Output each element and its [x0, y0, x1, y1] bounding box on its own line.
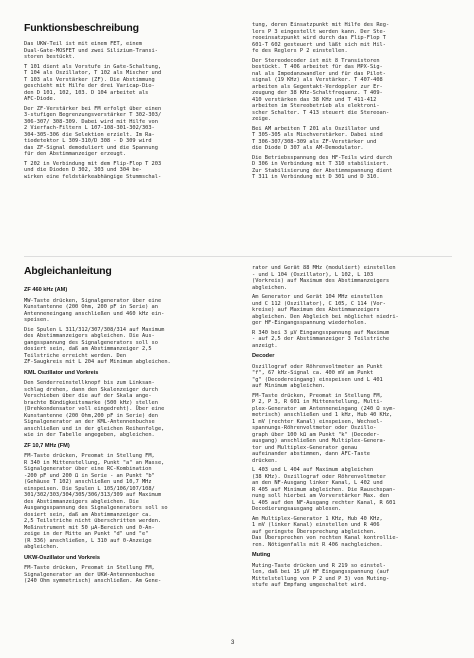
paragraph: FM-Taste drücken, Preomat in Stellung FM, R 340 in Mittenstellung, Punkt "a" an Masse, Signalgenerator über eine RC-Kombination -200 pF und 200 Ω in Serie - an Punkt "b" (Gehäuse T 102) anschließen und 10,7 MHz einspeisen. Die Spulen L 105/106/107/108/ 301/302/303/304/305/306/313/309 auf Maximum des Abstimmanzeigers abgleichen. Die Ausgangsspannung des Signalgenerators soll so dosiert sein, daß am Abstimmanzeiger ca. 2,5 Teilstriche nicht überschritten werden. Meßinstrument mit 50 µA-Bereich und 0-An- zeige in der Mitte an Punkt "d" und "e" (R 336) anschließen, L 310 auf 0-Anzeige abgleichen. [24, 453, 168, 550]
paragraph: rator und Gerät 88 MHz (moduliert) einstellen - und L 104 (Oszillator), L 102, L 103 (Vorkreis) auf Maximum des Abstimmanzeigers abgleichen. [252, 265, 396, 291]
subheading-if-10-7mhz: ZF 10,7 MHz (FM) [24, 442, 70, 449]
alignment-right-column [252, 265, 464, 592]
paragraph: MW-Taste drücken, Signalgenerator über eine Kunstantenne (200 Ohm, 200 pF in Serie) an Antenneneingang anschließen und 460 kHz ein- speisen. [24, 297, 165, 323]
functional-description-right-column [252, 22, 464, 184]
paragraph: tung, deren Einsatzpunkt mit Hilfe des Reg- lers P 3 eingestellt werden kann. Der Ste- reoeinsatzpunkt wird durch das Flip-Flop T 601-T 602 gesteuert und läßt sich mit Hil- fe des Reglers P 2 einstellen. [252, 22, 390, 54]
page-number: 3 [231, 640, 235, 646]
alignment-left-column [24, 283, 236, 588]
section-divider [24, 256, 452, 257]
subheading-muting: Muting [252, 552, 271, 558]
paragraph: Den Senderreinstellknopf bis zum Linksan- schlag drehen, dann den Skalenzeiger durch Verschieben über die auf der Skala ange- brachte Bündigkeitsmarke (500 kHz) stellen (Drehkondensator voll eingedreht). Über eine Kunstantenne (200 Ohm,200 pF in Serie) den Signalgenerator an der KML-Antennenbuchse anschließen und in der gleichen Reihenfolge, wie in der Tabelle angegeben, abgleichen. [24, 380, 165, 438]
paragraph: Die Betriebsspannung des HF-Teils wird durch D 306 in Verbindung mit T 310 stabilisiert. Zur Stabilisierung der Abstimmspannung dient T 311 in Verbindung mit D 301 und D 310. [252, 154, 393, 180]
paragraph: FM-Taste drücken, Preomat in Stellung FM, P 2, P 3, R 601 in Mittenstellung, Multi- plex-Generator am Antenneneingang (240 Ω sym- metrisch) anschließen und 1 kHz, Hub 40 KHz, 1 mV (rechter Kanal) einspeisen, Wechsel- spannungs-Röhrenvoltmeter oder Oszillo- graph über 100 kΩ am Punkt "k" (Decoder- ausgang) anschließen und Multiplex-Genera- tor und Multiplex-Generator genau aufeinander abstimmen, dann AFC-Taste drücken. [252, 392, 396, 464]
paragraph: Die Spulen L 311/312/307/308/314 auf Maximum des Abstimmanzeigers abgleichen. Die Aus- gangsspannung des Signalgenerators soll so dosiert sein, daß am Abstimmanzeiger 2,5 Teilstriche erreicht werden. Den ZF-Saugkreis mit L 204 auf Minimum abgleichen. [24, 326, 171, 365]
paragraph: L 403 und L 404 auf Maximum abgleichen (38 KHz). Oszillograf oder Röhrenvoltmeter an den NF-Ausgang linker Kanal, L 402 und R 405 auf Minimum abgleichen. Die Rauschspan- nung soll hierbei am Vorverstärker Max. den L 405 auf den NF-Ausgang rechter Kanal, R 601 Decodierungsausgang ablesen. [252, 467, 396, 512]
paragraph: Das UKW-Teil ist mit einem FET, einem Dual-Gate-MOSFET und zwei Silizium-Transi- storen bestückt. [24, 41, 158, 60]
section-title-functional-description: Funktionsbeschreibung [24, 22, 139, 34]
paragraph: T 101 dient als Vorstufe in Gate-Schaltung, T 104 als Oszillator, T 102 als Mischer und T 103 als Verstärker (ZF). Die Abstimmung geschieht mit Hilfe der drei Varicap-Dio- den D 101, 102, 103. D 104 arbeitet als AFC-Diode. [24, 63, 162, 102]
subheading-if-460khz: ZF 460 kHz (AM) [24, 287, 68, 293]
paragraph: Der ZF-Verstärker bei FM erfolgt über einen 3-stufigen Begrenzungsverstärker T 302-303/ 306-307/ 308-309. Dabei wird mit Hilfe von 2 Vierfach-Filtern L 107-108-301-302/303- 304-305-306 die Selektion erzielt. Im Ra- tiodetektor L 309-310/D 308 - D 309 wird das ZF-Signal demoduliert und die Spannung für den Abstimmanzeiger erzeugt. [24, 105, 162, 157]
paragraph: Am Multiplex-Generator 1 KHz, Hub 40 KHz, 1 mV (linker Kanal) einstellen und R 406 auf geringste Übersprechung abgleichen. Das Übersprechen von rechten Kanal kontrollie- ren. Nötigenfalls mit R 406 nachgleichen. [252, 515, 399, 548]
section-title-alignment-instructions: Abgleichanleitung [24, 265, 112, 277]
paragraph: Oszillograf oder Röhrenvoltmeter an Punkt "f", 67 kHz-Signal ca. 400 mV am Punkt "g" (Decodereingang) einspeisen und L 401 auf Minimum abgleichen. [252, 363, 383, 389]
subheading-kml-oscillator: KML Oszillator und Vorkreis [24, 369, 99, 376]
subheading-ukw-oscillator: UKW-Oszillator und Vorkreis [24, 554, 100, 561]
paragraph: FM-Taste drücken, Preomat in Stellung FM, Signalgenerator an der UKW-Antennenbuchse (240 Ohm symmetrisch) anschließen. Am Gene- [24, 565, 162, 584]
paragraph: Bei AM arbeiten T 201 als Oszillator und T 305-305 als Mischverstärker. Dabei sind T 306-307/308-309 als ZF-Verstärker und die Diode D 307 als AM-Demodulator. [252, 125, 383, 151]
subheading-decoder: Decoder [252, 353, 275, 359]
paragraph: Muting-Taste drücken und R 219 so einstel- len, daß bei 15 µV HF Eingangsspannung (auf Mittelstellung von P 2 und P 3) von Muting- stufe auf Empfang umgeschaltet wird. [252, 562, 390, 588]
paragraph: R 340 bei 3 µV Eingangsspannung auf Maximum - auf 2,5 der Abstimmanzeiger 3 Teilstriche anzeigt. [252, 329, 390, 349]
functional-description-left-column [24, 41, 236, 183]
paragraph: Am Generator und Gerät 104 MHz einstellen und C 112 (Oszillator), C 105, C 114 (Vor- kreise) auf Maximum des Abstimmanzeigers abgleichen. Den Abgleich bei möglichst niedri- ger HF-Eingangsspannung wiederholen. [252, 294, 399, 326]
paragraph: T 202 in Verbindung mit dem Flip-Flop T 203 und die Dioden D 302, 303 und 304 be- wirken eine feldstärkeabhängige Stummschal- [24, 160, 162, 180]
paragraph: Der Stereodecoder ist mit 8 Transistoren bestückt. T 406 arbeitet für das MPX-Sig- nal als Impedanzwandler und für das Pilot- signal (19 KHz) als Verstärker. T 407-408 arbeiten als Gegentakt-Verdoppler zur Er- zeugung der 38 KHz-Schaltfrequenz. T 409- 410 verstärken das 38 KHz und T 411-412 arbeiten im Stereobetrieb als elektroni- scher Schalter. T 413 steuert die Stereoan- zeige. [252, 57, 390, 122]
